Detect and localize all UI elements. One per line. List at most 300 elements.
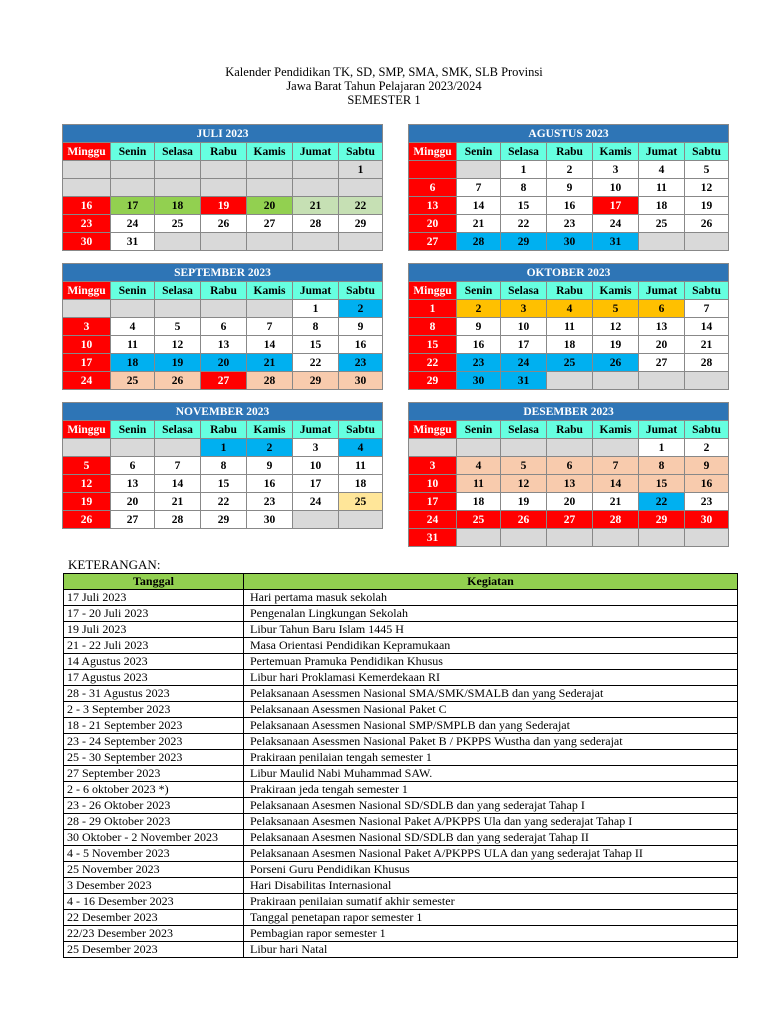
date-cell: 1 xyxy=(339,161,383,179)
empty-cell xyxy=(155,300,201,318)
legend-activity: Prakiraan penilaian tengah semester 1 xyxy=(244,750,738,766)
empty-cell xyxy=(409,439,457,457)
date-cell: 13 xyxy=(639,318,685,336)
date-cell: 11 xyxy=(547,318,593,336)
date-cell: 19 xyxy=(593,336,639,354)
date-cell: 8 xyxy=(201,457,247,475)
legend-date: 4 - 5 November 2023 xyxy=(64,846,244,862)
date-cell: 3 xyxy=(293,439,339,457)
empty-cell xyxy=(63,179,111,197)
date-cell: 12 xyxy=(501,475,547,493)
date-cell: 8 xyxy=(501,179,547,197)
day-name-senin: Senin xyxy=(457,282,501,300)
day-name-sabtu: Sabtu xyxy=(339,421,383,439)
document-title-line2: Jawa Barat Tahun Pelajaran 2023/2024 xyxy=(286,79,482,93)
day-name-jumat: Jumat xyxy=(293,282,339,300)
date-cell: 17 xyxy=(111,197,155,215)
date-cell: 20 xyxy=(409,215,457,233)
month-calendar xyxy=(408,263,729,390)
empty-cell xyxy=(111,439,155,457)
legend-activity: Libur hari Proklamasi Kemerdekaan RI xyxy=(244,670,738,686)
semester-title: SEMESTER 1 xyxy=(347,93,421,107)
legend-activity: Pelaksanaan Asesmen Nasional SD/SDLB dan yang sederajat Tahap II xyxy=(244,830,738,846)
date-cell: 2 xyxy=(685,439,729,457)
date-cell: 7 xyxy=(685,300,729,318)
legend-row xyxy=(64,718,738,734)
day-name-selasa: Selasa xyxy=(501,421,547,439)
legend-activity: Prakiraan jeda tengah semester 1 xyxy=(244,782,738,798)
legend-row xyxy=(64,734,738,750)
empty-cell xyxy=(339,179,383,197)
legend-activity: Pertemuan Pramuka Pendidikan Khusus xyxy=(244,654,738,670)
date-cell: 1 xyxy=(201,439,247,457)
legend-row xyxy=(64,750,738,766)
day-name-jumat: Jumat xyxy=(293,421,339,439)
date-cell: 25 xyxy=(457,511,501,529)
date-cell: 8 xyxy=(409,318,457,336)
date-cell: 12 xyxy=(63,475,111,493)
legend-date: 30 Oktober - 2 November 2023 xyxy=(64,830,244,846)
legend-activity: Libur Tahun Baru Islam 1445 H xyxy=(244,622,738,638)
date-cell: 29 xyxy=(201,511,247,529)
date-cell: 25 xyxy=(547,354,593,372)
date-cell: 10 xyxy=(293,457,339,475)
date-cell: 23 xyxy=(457,354,501,372)
date-cell: 9 xyxy=(247,457,293,475)
date-cell: 16 xyxy=(247,475,293,493)
date-cell: 19 xyxy=(501,493,547,511)
date-cell: 23 xyxy=(547,215,593,233)
date-cell: 16 xyxy=(685,475,729,493)
day-name-sabtu: Sabtu xyxy=(339,143,383,161)
date-cell: 31 xyxy=(111,233,155,251)
date-cell: 23 xyxy=(685,493,729,511)
legend-date: 22 Desember 2023 xyxy=(64,910,244,926)
legend-label: KETERANGAN: xyxy=(68,557,161,572)
date-cell: 5 xyxy=(63,457,111,475)
empty-cell xyxy=(201,300,247,318)
day-name-sabtu: Sabtu xyxy=(685,421,729,439)
legend-activity: Tanggal penetapan rapor semester 1 xyxy=(244,910,738,926)
date-cell: 14 xyxy=(247,336,293,354)
legend-activity: Pembagian rapor semester 1 xyxy=(244,926,738,942)
date-cell: 23 xyxy=(63,215,111,233)
date-cell: 26 xyxy=(201,215,247,233)
empty-cell xyxy=(593,439,639,457)
empty-cell xyxy=(457,161,501,179)
day-name-jumat: Jumat xyxy=(639,282,685,300)
date-cell: 28 xyxy=(685,354,729,372)
empty-cell xyxy=(593,372,639,390)
date-cell: 29 xyxy=(501,233,547,251)
date-cell: 6 xyxy=(547,457,593,475)
date-cell: 22 xyxy=(501,215,547,233)
date-cell: 12 xyxy=(593,318,639,336)
date-cell: 22 xyxy=(201,493,247,511)
date-cell: 18 xyxy=(339,475,383,493)
date-cell: 5 xyxy=(501,457,547,475)
date-cell: 14 xyxy=(685,318,729,336)
empty-cell xyxy=(339,233,383,251)
legend-header-row xyxy=(64,574,738,590)
date-cell: 25 xyxy=(111,372,155,390)
date-cell: 28 xyxy=(593,511,639,529)
date-cell: 18 xyxy=(155,197,201,215)
date-cell: 6 xyxy=(201,318,247,336)
date-cell: 2 xyxy=(457,300,501,318)
legend-activity: Pelaksanaan Asessmen Nasional SMP/SMPLB dan yang Sederajat xyxy=(244,718,738,734)
date-cell: 7 xyxy=(593,457,639,475)
date-cell: 6 xyxy=(639,300,685,318)
date-cell: 15 xyxy=(293,336,339,354)
date-cell: 22 xyxy=(639,493,685,511)
empty-cell xyxy=(111,161,155,179)
month-calendar xyxy=(62,124,383,251)
legend-date: 3 Desember 2023 xyxy=(64,878,244,894)
date-cell: 30 xyxy=(247,511,293,529)
date-cell: 30 xyxy=(457,372,501,390)
day-name-rabu: Rabu xyxy=(547,282,593,300)
legend-activity: Pelaksanaan Asessmen Nasional Paket C xyxy=(244,702,738,718)
date-cell: 10 xyxy=(409,475,457,493)
legend-col-kegiatan: Kegiatan xyxy=(244,574,738,590)
legend-activity: Pelaksanaan Asessmen Nasional SMA/SMK/SMALB dan yang Sederajat xyxy=(244,686,738,702)
date-cell: 10 xyxy=(501,318,547,336)
legend-activity: Hari Disabilitas Internasional xyxy=(244,878,738,894)
date-cell: 28 xyxy=(293,215,339,233)
day-name-minggu: Minggu xyxy=(409,282,457,300)
legend-date: 25 - 30 September 2023 xyxy=(64,750,244,766)
empty-cell xyxy=(201,233,247,251)
date-cell: 15 xyxy=(639,475,685,493)
date-cell: 17 xyxy=(409,493,457,511)
month-title: NOVEMBER 2023 xyxy=(63,403,383,421)
date-cell: 23 xyxy=(339,354,383,372)
date-cell: 22 xyxy=(409,354,457,372)
date-cell: 11 xyxy=(339,457,383,475)
legend-date: 2 - 6 oktober 2023 *) xyxy=(64,782,244,798)
date-cell: 22 xyxy=(293,354,339,372)
legend-row xyxy=(64,766,738,782)
legend-row xyxy=(64,702,738,718)
date-cell: 31 xyxy=(593,233,639,251)
date-cell: 14 xyxy=(457,197,501,215)
date-cell: 9 xyxy=(547,179,593,197)
date-cell: 26 xyxy=(501,511,547,529)
legend-date: 17 Agustus 2023 xyxy=(64,670,244,686)
month-title: SEPTEMBER 2023 xyxy=(63,264,383,282)
empty-cell xyxy=(63,300,111,318)
day-name-kamis: Kamis xyxy=(593,143,639,161)
day-name-rabu: Rabu xyxy=(201,282,247,300)
empty-cell xyxy=(685,233,729,251)
legend-row xyxy=(64,814,738,830)
date-cell: 15 xyxy=(201,475,247,493)
legend-date: 23 - 24 September 2023 xyxy=(64,734,244,750)
legend-row xyxy=(64,878,738,894)
legend-activity: Pengenalan Lingkungan Sekolah xyxy=(244,606,738,622)
date-cell: 9 xyxy=(339,318,383,336)
empty-cell xyxy=(639,233,685,251)
date-cell: 20 xyxy=(639,336,685,354)
date-cell: 28 xyxy=(155,511,201,529)
empty-cell xyxy=(501,529,547,547)
date-cell: 18 xyxy=(639,197,685,215)
date-cell: 4 xyxy=(457,457,501,475)
empty-cell xyxy=(685,372,729,390)
date-cell: 10 xyxy=(593,179,639,197)
date-cell: 3 xyxy=(593,161,639,179)
date-cell: 12 xyxy=(155,336,201,354)
date-cell: 22 xyxy=(339,197,383,215)
day-name-sabtu: Sabtu xyxy=(339,282,383,300)
empty-cell xyxy=(293,511,339,529)
date-cell: 20 xyxy=(547,493,593,511)
date-cell: 19 xyxy=(63,493,111,511)
date-cell: 3 xyxy=(409,457,457,475)
legend-activity: Porseni Guru Pendidikan Khusus xyxy=(244,862,738,878)
empty-cell xyxy=(409,161,457,179)
date-cell: 16 xyxy=(457,336,501,354)
date-cell: 29 xyxy=(339,215,383,233)
day-name-minggu: Minggu xyxy=(63,143,111,161)
legend-activity: Pelaksanaan Asesmen Nasional Paket A/PKPPS ULA dan yang sederajat Tahap II xyxy=(244,846,738,862)
date-cell: 7 xyxy=(247,318,293,336)
legend-date: 19 Juli 2023 xyxy=(64,622,244,638)
legend-activity: Pelaksanaan Asesmen Nasional Paket A/PKPPS Ula dan yang sederajat Tahap I xyxy=(244,814,738,830)
legend-activity: Hari pertama masuk sekolah xyxy=(244,590,738,606)
legend-date: 25 November 2023 xyxy=(64,862,244,878)
date-cell: 4 xyxy=(639,161,685,179)
date-cell: 1 xyxy=(293,300,339,318)
date-cell: 4 xyxy=(339,439,383,457)
date-cell: 18 xyxy=(547,336,593,354)
day-name-senin: Senin xyxy=(111,143,155,161)
day-name-selasa: Selasa xyxy=(155,282,201,300)
empty-cell xyxy=(247,161,293,179)
empty-cell xyxy=(293,233,339,251)
empty-cell xyxy=(155,179,201,197)
legend-date: 23 - 26 Oktober 2023 xyxy=(64,798,244,814)
date-cell: 16 xyxy=(339,336,383,354)
legend-date: 27 September 2023 xyxy=(64,766,244,782)
date-cell: 17 xyxy=(293,475,339,493)
date-cell: 17 xyxy=(593,197,639,215)
legend-row xyxy=(64,606,738,622)
date-cell: 2 xyxy=(547,161,593,179)
date-cell: 14 xyxy=(593,475,639,493)
date-cell: 16 xyxy=(547,197,593,215)
legend-date: 28 - 31 Agustus 2023 xyxy=(64,686,244,702)
legend-activity: Masa Orientasi Pendidikan Kepramukaan xyxy=(244,638,738,654)
date-cell: 24 xyxy=(409,511,457,529)
date-cell: 2 xyxy=(247,439,293,457)
date-cell: 28 xyxy=(457,233,501,251)
date-cell: 24 xyxy=(593,215,639,233)
date-cell: 25 xyxy=(339,493,383,511)
date-cell: 27 xyxy=(247,215,293,233)
date-cell: 12 xyxy=(685,179,729,197)
day-name-selasa: Selasa xyxy=(501,143,547,161)
document-title-line1: Kalender Pendidikan TK, SD, SMP, SMA, SMK, SLB Provinsi xyxy=(225,65,543,79)
empty-cell xyxy=(593,529,639,547)
date-cell: 11 xyxy=(639,179,685,197)
date-cell: 21 xyxy=(685,336,729,354)
day-name-minggu: Minggu xyxy=(409,421,457,439)
date-cell: 26 xyxy=(155,372,201,390)
legend-date: 22/23 Desember 2023 xyxy=(64,926,244,942)
legend-table xyxy=(63,573,738,958)
empty-cell xyxy=(547,372,593,390)
empty-cell xyxy=(457,439,501,457)
date-cell: 30 xyxy=(63,233,111,251)
date-cell: 27 xyxy=(409,233,457,251)
date-cell: 13 xyxy=(111,475,155,493)
day-name-jumat: Jumat xyxy=(293,143,339,161)
date-cell: 24 xyxy=(501,354,547,372)
date-cell: 19 xyxy=(155,354,201,372)
date-cell: 28 xyxy=(247,372,293,390)
legend-row xyxy=(64,686,738,702)
date-cell: 24 xyxy=(63,372,111,390)
legend-row xyxy=(64,798,738,814)
empty-cell xyxy=(547,439,593,457)
legend-col-tanggal: Tanggal xyxy=(64,574,244,590)
date-cell: 8 xyxy=(293,318,339,336)
date-cell: 13 xyxy=(201,336,247,354)
date-cell: 5 xyxy=(685,161,729,179)
date-cell: 11 xyxy=(457,475,501,493)
empty-cell xyxy=(293,161,339,179)
date-cell: 19 xyxy=(685,197,729,215)
day-name-selasa: Selasa xyxy=(155,143,201,161)
date-cell: 27 xyxy=(547,511,593,529)
day-name-senin: Senin xyxy=(111,282,155,300)
month-title: JULI 2023 xyxy=(63,125,383,143)
empty-cell xyxy=(547,529,593,547)
date-cell: 31 xyxy=(409,529,457,547)
empty-cell xyxy=(155,161,201,179)
day-name-jumat: Jumat xyxy=(639,421,685,439)
date-cell: 27 xyxy=(639,354,685,372)
date-cell: 29 xyxy=(639,511,685,529)
empty-cell xyxy=(201,179,247,197)
day-name-jumat: Jumat xyxy=(639,143,685,161)
date-cell: 23 xyxy=(247,493,293,511)
date-cell: 21 xyxy=(155,493,201,511)
month-calendar xyxy=(408,124,729,251)
date-cell: 24 xyxy=(111,215,155,233)
day-name-selasa: Selasa xyxy=(501,282,547,300)
empty-cell xyxy=(111,179,155,197)
date-cell: 10 xyxy=(63,336,111,354)
legend-row xyxy=(64,638,738,654)
date-cell: 25 xyxy=(155,215,201,233)
day-name-rabu: Rabu xyxy=(201,421,247,439)
legend-row xyxy=(64,942,738,958)
date-cell: 29 xyxy=(409,372,457,390)
date-cell: 7 xyxy=(457,179,501,197)
date-cell: 1 xyxy=(639,439,685,457)
date-cell: 25 xyxy=(639,215,685,233)
date-cell: 26 xyxy=(63,511,111,529)
date-cell: 5 xyxy=(593,300,639,318)
legend-date: 17 Juli 2023 xyxy=(64,590,244,606)
date-cell: 21 xyxy=(293,197,339,215)
date-cell: 27 xyxy=(201,372,247,390)
legend-date: 18 - 21 September 2023 xyxy=(64,718,244,734)
day-name-rabu: Rabu xyxy=(201,143,247,161)
legend-activity: Pelaksanaan Asessmen Nasional Paket B / PKPPS Wustha dan yang sederajat xyxy=(244,734,738,750)
date-cell: 17 xyxy=(501,336,547,354)
empty-cell xyxy=(501,439,547,457)
date-cell: 26 xyxy=(593,354,639,372)
legend-activity: Libur Maulid Nabi Muhammad SAW. xyxy=(244,766,738,782)
date-cell: 1 xyxy=(501,161,547,179)
date-cell: 15 xyxy=(409,336,457,354)
legend-row xyxy=(64,894,738,910)
empty-cell xyxy=(685,529,729,547)
day-name-rabu: Rabu xyxy=(547,421,593,439)
legend-row xyxy=(64,862,738,878)
date-cell: 3 xyxy=(63,318,111,336)
legend-date: 4 - 16 Desember 2023 xyxy=(64,894,244,910)
empty-cell xyxy=(247,300,293,318)
legend-date: 2 - 3 September 2023 xyxy=(64,702,244,718)
day-name-kamis: Kamis xyxy=(247,143,293,161)
date-cell: 6 xyxy=(409,179,457,197)
month-calendar xyxy=(62,402,383,529)
date-cell: 30 xyxy=(685,511,729,529)
empty-cell xyxy=(639,529,685,547)
date-cell: 5 xyxy=(155,318,201,336)
date-cell: 16 xyxy=(63,197,111,215)
date-cell: 4 xyxy=(111,318,155,336)
date-cell: 24 xyxy=(293,493,339,511)
legend-activity: Libur hari Natal xyxy=(244,942,738,958)
legend-row xyxy=(64,622,738,638)
empty-cell xyxy=(155,439,201,457)
legend-row xyxy=(64,910,738,926)
month-title: OKTOBER 2023 xyxy=(409,264,729,282)
empty-cell xyxy=(457,529,501,547)
date-cell: 2 xyxy=(339,300,383,318)
date-cell: 6 xyxy=(111,457,155,475)
empty-cell xyxy=(111,300,155,318)
date-cell: 20 xyxy=(111,493,155,511)
day-name-kamis: Kamis xyxy=(593,282,639,300)
legend-row xyxy=(64,654,738,670)
date-cell: 27 xyxy=(111,511,155,529)
date-cell: 18 xyxy=(457,493,501,511)
empty-cell xyxy=(155,233,201,251)
empty-cell xyxy=(247,233,293,251)
day-name-kamis: Kamis xyxy=(593,421,639,439)
empty-cell xyxy=(63,161,111,179)
empty-cell xyxy=(201,161,247,179)
legend-row xyxy=(64,830,738,846)
date-cell: 17 xyxy=(63,354,111,372)
legend-date: 21 - 22 Juli 2023 xyxy=(64,638,244,654)
legend-date: 17 - 20 Juli 2023 xyxy=(64,606,244,622)
date-cell: 13 xyxy=(409,197,457,215)
date-cell: 11 xyxy=(111,336,155,354)
day-name-senin: Senin xyxy=(457,421,501,439)
empty-cell xyxy=(247,179,293,197)
legend-date: 25 Desember 2023 xyxy=(64,942,244,958)
date-cell: 21 xyxy=(247,354,293,372)
month-title: AGUSTUS 2023 xyxy=(409,125,729,143)
